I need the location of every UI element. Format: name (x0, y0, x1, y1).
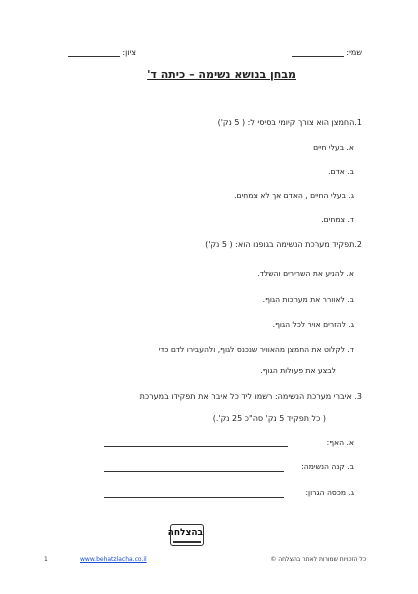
behatzlacha-logo (167, 524, 204, 546)
grade-field[interactable] (68, 48, 136, 57)
question-3-item-b: ב. קנה הנשימה: (301, 462, 354, 471)
question-3-points-note: ( כל תפקיד 5 נק' סה"כ 25 נק'.) (212, 414, 326, 423)
question-3-item-c: ג. מכסה הגרון: (305, 488, 354, 497)
question-2-option-d-continued: לבצע את פעולות הגוף. (260, 366, 336, 375)
question-2-option-b: ב. לאוורר את מערכות הגוף. (262, 295, 354, 304)
footer-copyright: כל הזכויות שמורות לאתר בהצלחה © (270, 556, 366, 563)
logo-text: בהצלחה (167, 528, 203, 538)
page-number: 1 (44, 556, 48, 563)
question-2-option-d: ד. לקלוט את החמצן מהאוויר שנכנס לגוף, ולהעבירו לדם כדי (158, 345, 354, 354)
question-1-option-c: ג. בעלי החיים , האדם אך לא צמחים. (234, 191, 354, 200)
logo-underline (173, 541, 201, 543)
question-2-option-c: ג. להזרים אויר לכל הגוף. (272, 320, 354, 329)
question-1: 1.החמצן הוא צורך קיומי בסיסי ל: ( 5 נק') (217, 118, 362, 127)
question-1-option-d: ד. צמחים. (321, 215, 354, 224)
question-2: 2.תפקיד מערכת הנשימה בגופנו הוא: ( 5 נק') (205, 240, 362, 249)
page-title: מבחן בנושא נשימה – כיתה ד' (147, 68, 296, 81)
grade-blank-line[interactable] (68, 48, 120, 57)
footer-website-link[interactable]: www.behatzlacha.co.il (80, 556, 147, 563)
grade-label: ציון: (122, 48, 136, 57)
answer-line-trachea[interactable] (104, 471, 284, 472)
question-1-option-a: א. בעלי חיים (313, 143, 354, 152)
answer-line-nose[interactable] (104, 446, 288, 447)
question-3-item-a: א. האף: (326, 438, 354, 447)
question-1-option-b: ב. אדם. (328, 167, 354, 176)
name-label: שמי: (346, 48, 362, 57)
name-field[interactable] (292, 48, 362, 57)
answer-line-epiglottis[interactable] (104, 497, 284, 498)
name-blank-line[interactable] (292, 48, 344, 57)
question-3: 3. איברי מערכת הנשימה: רשמו ליד כל איבר את תפקידו במערכת (139, 392, 362, 401)
question-2-option-a: א. להניע את השרירים והשלד. (257, 269, 354, 278)
